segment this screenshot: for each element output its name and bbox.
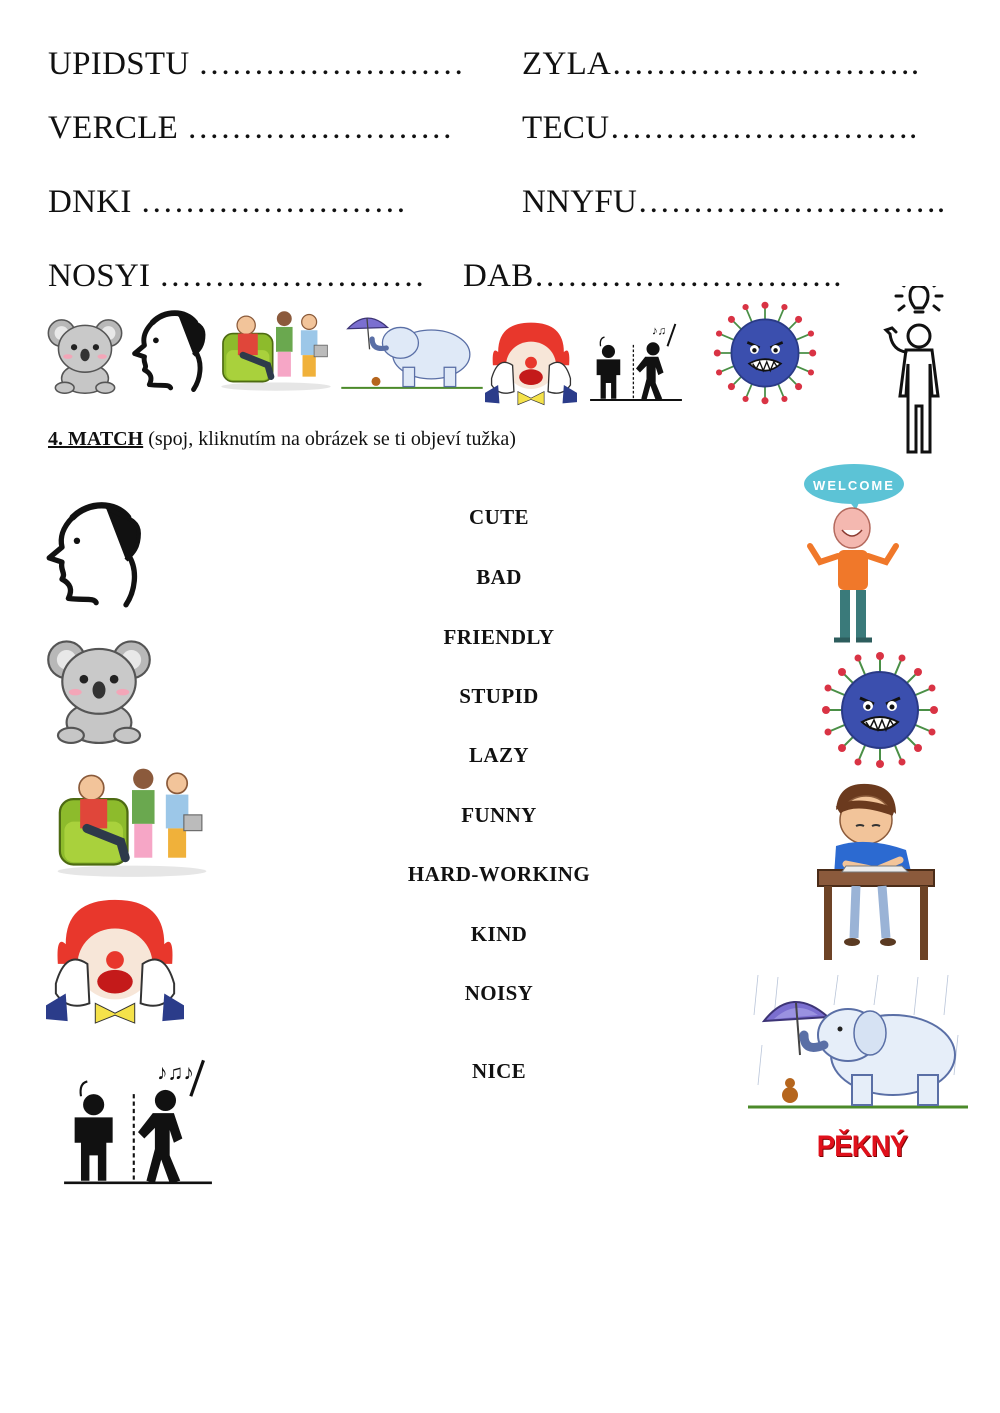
virus-image[interactable] — [820, 650, 940, 770]
exercise-title: 4. MATCH — [48, 428, 144, 450]
svg-text:♪♫: ♪♫ — [651, 323, 667, 338]
match-word-lazy[interactable]: LAZY — [469, 743, 529, 767]
pekny-label: PĚKNÝ — [816, 1130, 908, 1163]
scramble-dab — [463, 258, 842, 295]
match-word-bad[interactable]: BAD — [476, 565, 522, 589]
clown-small-image[interactable] — [485, 318, 577, 406]
elephant-umbrella-image[interactable] — [748, 970, 968, 1120]
answer-dots[interactable]: ………………………. — [533, 258, 842, 294]
match-word-hard-working[interactable]: HARD-WORKING — [407, 862, 591, 886]
scramble-word: VERCLE — [48, 110, 179, 146]
match-word-noisy[interactable]: NOISY — [464, 981, 534, 1005]
match-word-nice[interactable]: NICE — [471, 1059, 527, 1083]
scramble-word: UPIDSTU — [48, 46, 190, 82]
noisy-neighbours-image[interactable] — [62, 1054, 214, 1186]
scramble-upidstu — [48, 46, 464, 83]
scramble-word: NNYFU — [522, 184, 638, 220]
clown-image[interactable] — [46, 892, 184, 1026]
scramble-word: NOSYI — [48, 258, 151, 294]
answer-dots[interactable]: ………………………. — [637, 184, 946, 220]
match-word-kind[interactable]: KIND — [470, 922, 528, 946]
scramble-nosyi — [48, 258, 425, 295]
face-outline-small-image[interactable] — [128, 306, 210, 392]
lazy-kids-image[interactable] — [50, 754, 214, 878]
virus-small-image[interactable] — [712, 300, 818, 406]
welcome-person-image[interactable] — [800, 462, 908, 644]
scramble-vercle — [48, 110, 453, 147]
answer-dots[interactable]: ………………………. — [611, 46, 920, 82]
svg-text:♪♫♪: ♪♫♪ — [157, 1060, 194, 1085]
scramble-word: DNKI — [48, 184, 132, 220]
scramble-dnki — [48, 184, 407, 221]
koala-image[interactable] — [44, 636, 154, 744]
answer-dots[interactable]: ………………………. — [609, 110, 918, 146]
match-word-funny[interactable]: FUNNY — [461, 803, 537, 827]
scramble-word: ZYLA — [522, 46, 612, 82]
idea-person-icon — [882, 286, 948, 456]
scramble-nnyfu — [522, 184, 945, 221]
answer-dots[interactable]: …………………… — [186, 110, 454, 146]
elephant-umbrella-small-image[interactable] — [340, 303, 484, 393]
scramble-zyla — [522, 46, 919, 83]
match-word-cute[interactable]: CUTE — [469, 505, 529, 529]
lazy-kids-small-image[interactable] — [218, 300, 334, 392]
studying-boy-image[interactable] — [816, 780, 936, 964]
noisy-neighbours-small-image[interactable] — [590, 320, 682, 402]
scramble-tecu — [522, 110, 918, 147]
scramble-word: TECU — [522, 110, 610, 146]
match-word-stupid[interactable]: STUPID — [459, 684, 539, 708]
face-outline-image[interactable] — [40, 496, 148, 608]
scramble-word: DAB — [463, 258, 534, 294]
answer-dots[interactable]: …………………… — [198, 46, 465, 82]
exercise-instruction: (spoj, kliknutím na obrázek se ti objeví tužka) — [148, 428, 516, 450]
exercise-heading — [48, 428, 516, 451]
match-word-friendly[interactable]: FRIENDLY — [443, 625, 555, 649]
welcome-sign-text: WELCOME — [813, 478, 895, 493]
koala-small-image[interactable] — [46, 316, 124, 394]
answer-dots[interactable]: …………………… — [140, 184, 407, 220]
answer-dots[interactable]: …………………… — [158, 258, 426, 294]
